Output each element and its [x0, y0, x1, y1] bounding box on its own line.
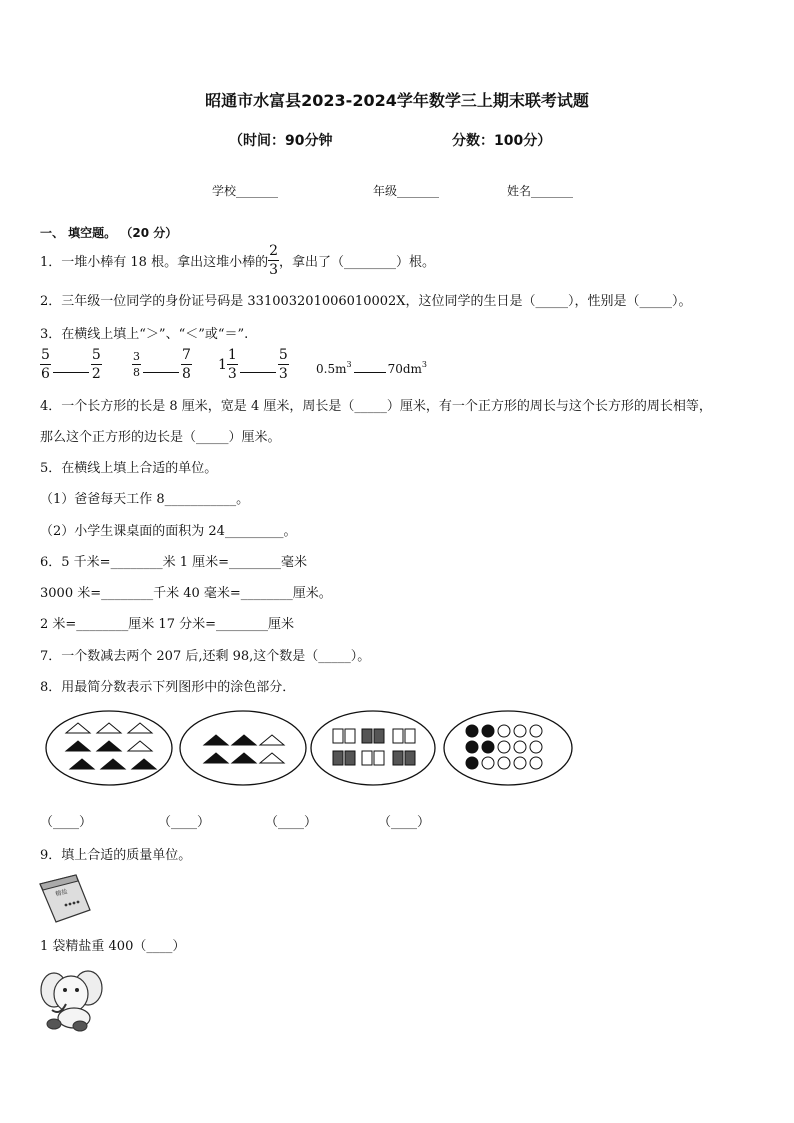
question-5a: （1）爸爸每天工作 8___________。: [40, 492, 250, 507]
q8-answer-3[interactable]: （____）: [265, 815, 318, 830]
q8-answer-4[interactable]: （____）: [378, 815, 431, 830]
bag-label: 精盐: [54, 888, 69, 898]
question-6-line-3: 2 米=________厘米 17 分米=________厘米: [40, 617, 294, 632]
name-field[interactable]: 姓名_______: [507, 184, 574, 198]
answer-blank[interactable]: [53, 371, 89, 373]
fraction: $\frac{5}{2}$: [91, 347, 101, 382]
answer-blank[interactable]: [143, 371, 179, 373]
fraction: $\frac{1}{3}$: [227, 347, 237, 382]
answer-blank[interactable]: [240, 371, 276, 373]
question-1: [40, 244, 435, 277]
fraction: $\frac{3}{8}$: [133, 350, 140, 379]
q3-compare-3: [218, 348, 289, 381]
fraction: $\frac{5}{6}$: [41, 347, 50, 382]
question-4-line-2: 那么这个正方形的边长是（_____）厘米。: [40, 430, 281, 445]
exam-score: 分数：100分）: [452, 133, 552, 149]
q1-fraction: $\frac{2}{3}$: [269, 243, 278, 278]
volume-left: 0.5m: [316, 362, 347, 376]
q9-item: 1 袋精盐重 400（____）: [40, 939, 186, 954]
q8-answer-2[interactable]: （____）: [158, 815, 211, 830]
q3-compare-1: [40, 348, 102, 381]
question-8: 8．用最简分数表示下列图形中的涂色部分．: [40, 680, 296, 695]
question-4-line-1: 4．一个长方形的长是 8 厘米，宽是 4 厘米，周长是（_____）厘米，有一个正方形的周长与这个长方形的周长相等，: [40, 399, 712, 414]
whole-number: 1: [218, 356, 227, 373]
q8-answer-1[interactable]: （____）: [40, 815, 93, 830]
question-2: 2．三年级一位同学的身份证号码是 331003201006010002X，这位同学的生日是（_____），性别是（_____）。: [40, 294, 692, 309]
q8-figures: [44, 709, 584, 789]
oval-figure-3: [311, 711, 435, 785]
exam-time: （时间：90分钟: [229, 133, 333, 149]
exponent: 3: [421, 360, 427, 369]
volume-right: 70dm: [387, 362, 422, 376]
question-9: 9．填上合适的质量单位。: [40, 848, 192, 863]
fraction: $\frac{5}{3}$: [278, 347, 288, 382]
q1-text: 1．一堆小棒有 18 根。拿出这堆小棒的: [40, 255, 269, 270]
question-5b: （2）小学生课桌面的面积为 24_________。: [40, 524, 297, 539]
grade-field[interactable]: 年级_______: [373, 184, 440, 198]
answer-blank[interactable]: [354, 371, 386, 373]
question-6-line-2: 3000 米=________千米 40 毫米=________厘米。: [40, 586, 332, 601]
q3-compare-4: [316, 360, 427, 376]
elephant-icon: [36, 966, 106, 1032]
fraction: $\frac{7}{8}$: [182, 347, 191, 382]
exponent: 3: [346, 360, 352, 369]
question-6-line-1: 6．5 千米=________米 1 厘米=________毫米: [40, 555, 307, 570]
section-title: 一、 填空题。 （20 分）: [40, 226, 178, 240]
question-7: 7．一个数减去两个 207 后,还剩 98,这个数是（_____）。: [40, 649, 371, 664]
q1-answer[interactable]: ，拿出了（________）根。: [279, 255, 436, 270]
salt-bag-icon: [36, 872, 94, 926]
q3-compare-2: [132, 348, 192, 381]
question-3: 3．在横线上填上“＞”、“＜”或“＝”.: [40, 327, 249, 342]
question-5: 5．在横线上填上合适的单位。: [40, 461, 218, 476]
page-title: 昭通市水富县2023-2024学年数学三上期末联考试题: [205, 91, 589, 110]
oval-figure-2: [180, 711, 306, 785]
school-field[interactable]: 学校_______: [212, 184, 279, 198]
